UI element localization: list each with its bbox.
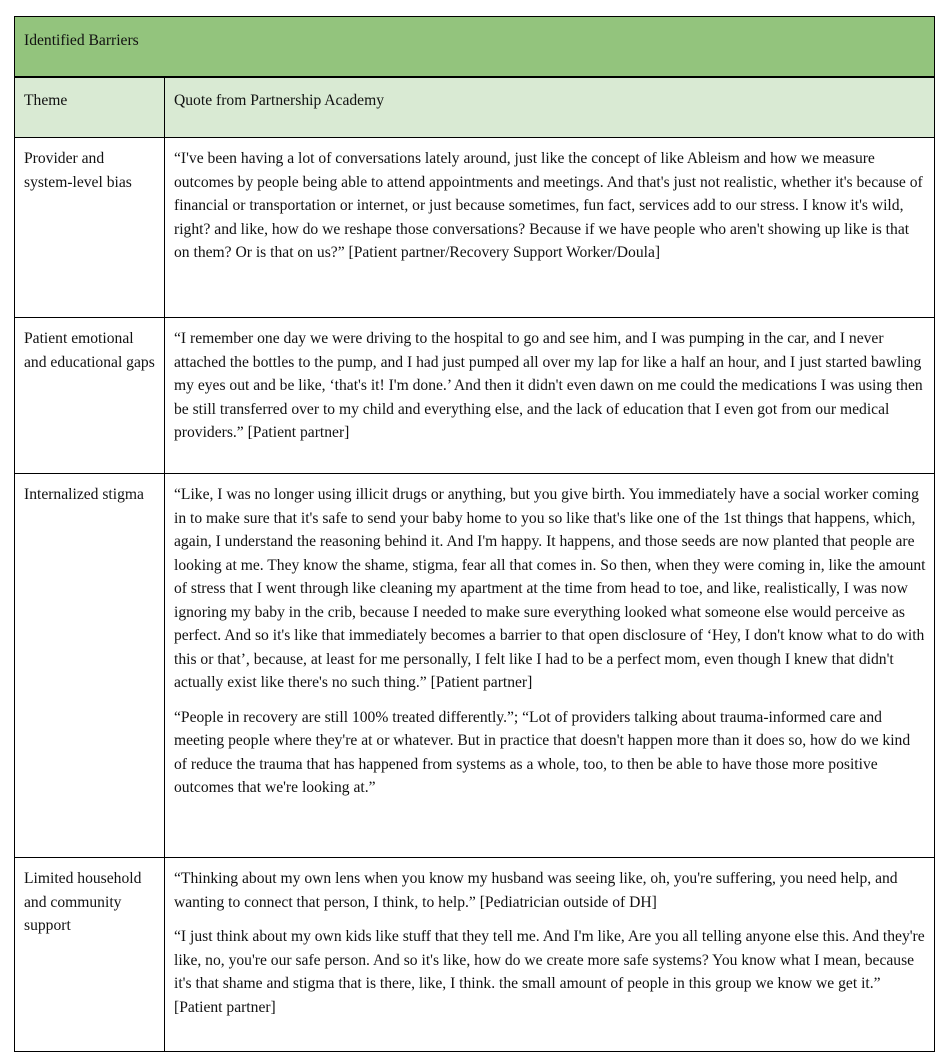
theme-cell: Provider and system-level bias bbox=[15, 138, 165, 318]
table-header-row bbox=[15, 77, 935, 138]
quote-cell bbox=[165, 474, 935, 858]
quote-text: “Like, I was no longer using illicit drugs or anything, but you give birth. You immediately have a social worker coming in to make sure that it's safe to send your baby home to you so like that's like one of the 1st things that happens, which, again, I understand the reasoning behind it. And I'm happy. It happens, and those seeds are now planted that people are looking at me. They know the shame, stigma, fear all that comes in. So then, when they were coming in, like the amount of stress that I went through like cleaning my apartment at the time from head to toe, and like, realistically, I was now ignoring my baby in the crib, because I needed to make sure everything looked what someone else would perceive as perfect. And so it's like that immediately becomes a barrier to that open disclosure of ‘Hey, I don't know what to do with this or that’, because, at least for me personally, I felt like I had to be a perfect mom, even though I knew that didn't actually exist like there's no such thing.” [Patient partner] bbox=[174, 486, 926, 691]
theme-cell: Patient emotional and educational gaps bbox=[15, 318, 165, 474]
table-row bbox=[15, 318, 935, 474]
quote-cell bbox=[165, 138, 935, 318]
theme-cell: Internalized stigma bbox=[15, 474, 165, 858]
quote-text: “I remember one day we were driving to the hospital to go and see him, and I was pumping in the car, and I never attached the bottles to the pump, and I had just pumped all over my lap for like a half an hour, and I just started bawling my eyes out and be like, ‘that's it! I'm done.’ And then it didn't even dawn on me could the medications I was using then be still transferred over to my child and everything else, and the lack of education that I even got from our medical providers.” [Patient partner] bbox=[174, 330, 923, 441]
barriers-table-container bbox=[14, 16, 934, 1052]
identified-barriers-table bbox=[14, 16, 935, 1052]
table-row bbox=[15, 138, 935, 318]
table-row bbox=[15, 474, 935, 858]
quote-cell bbox=[165, 858, 935, 1052]
table-row bbox=[15, 858, 935, 1052]
table-title-row bbox=[15, 17, 935, 77]
quote-text: “I've been having a lot of conversations lately around, just like the concept of like Ableism and how we measure outcomes by people being able to attend appointments and meetings. And that's just not realistic, whether it's because of financial or transportation or internet, or just because sometimes, fun fact, services add to our stress. I know it's wild, right? and like, how do we reshape those conversations? Because if we have people who aren't showing up like is that on them? Or is that on us?” [Patient partner/Recovery Support Worker/Doula] bbox=[174, 150, 923, 261]
quote-text: “People in recovery are still 100% treated differently.”; “Lot of providers talking about trauma-informed care and meeting people where they're at or whatever. But in practice that doesn't happen more than it does so, how do we kind of reduce the trauma that has happened from systems as a whole, too, to then be able to have those more positive outcomes that we're looking at.” bbox=[174, 708, 911, 796]
quote-text: “Thinking about my own lens when you know my husband was seeing like, oh, you're suffering, you need help, and wanting to connect that person, I think, to help.” [Pediatrician outside of DH] bbox=[174, 870, 898, 911]
theme-cell: Limited household and community support bbox=[15, 858, 165, 1052]
quote-cell bbox=[165, 318, 935, 474]
quote-text: “I just think about my own kids like stuff that they tell me. And I'm like, Are you all telling anyone else this. And they're like, no, you're our safe person. And so it's like, how do we create more safe systems? You know what I mean, because it's that shame and stigma that is there, like, I think. the small amount of people in this group we know we get it.” [Patient partner] bbox=[174, 928, 925, 1016]
column-header-quote: Quote from Partnership Academy bbox=[165, 77, 935, 138]
table-title: Identified Barriers bbox=[15, 17, 935, 77]
column-header-theme: Theme bbox=[15, 77, 165, 138]
